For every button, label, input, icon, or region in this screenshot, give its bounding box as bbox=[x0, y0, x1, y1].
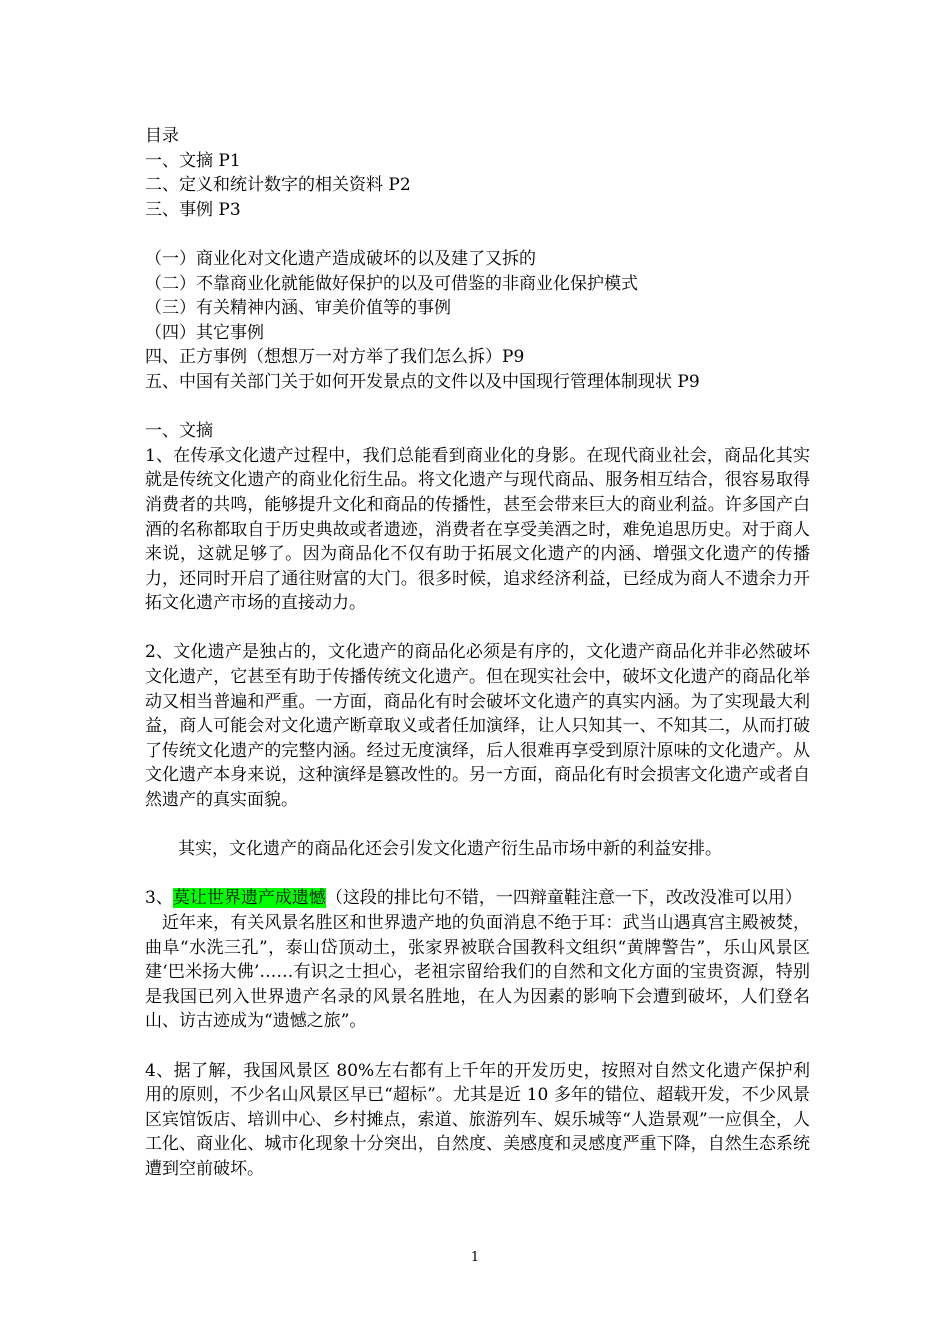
toc-subitem: （三）有关精神内涵、审美价值等的事例 bbox=[145, 298, 451, 319]
excerpt-paragraph-2-note: 其实，文化遗产的商品化还会引发文化遗产衍生品市场中新的利益安排。 bbox=[178, 839, 722, 860]
toc-subitem: （二）不靠商业化就能做好保护的以及可借鉴的非商业化保护模式 bbox=[145, 273, 638, 294]
blank-line bbox=[145, 862, 810, 887]
toc-subitem: （四）其它事例 bbox=[145, 322, 264, 343]
blank-line bbox=[145, 813, 810, 838]
toc-subitem: （一）商业化对文化遗产造成破坏的以及建了又拆的 bbox=[145, 248, 536, 269]
blank-line bbox=[145, 222, 810, 247]
toc-item: 二、定义和统计数字的相关资料 P2 bbox=[145, 175, 411, 196]
blank-line bbox=[145, 1034, 810, 1059]
page-number: 1 bbox=[470, 1250, 480, 1265]
toc-item: 三、事例 P3 bbox=[145, 199, 241, 220]
toc-title: 目录 bbox=[145, 126, 179, 146]
section-heading: 一、文摘 bbox=[145, 421, 213, 442]
excerpt-paragraph-3: 近年来，有关风景名胜区和世界遗产地的负面消息不绝于耳：武当山遇真宫主殿被焚，曲阜“水洗三孔”，泰山岱顶动土，张家界被联合国教科文组织“黄牌警告”，乐山风景区建‘巴米扬大佛’……有识之士担心，老祖宗留给我们的自然和文化方面的宝贵资源，特别是我国已列入世界遗产名录的风景名胜地，在人为因素的影响下会遭到破坏，人们登名山、访古迹成为“遗憾之旅”。 bbox=[145, 913, 810, 1032]
toc-item: 一、文摘 P1 bbox=[145, 150, 241, 171]
blank-line bbox=[145, 395, 810, 420]
excerpt-paragraph-1: 1、在传承文化遗产过程中，我们总能看到商业化的身影。在现代商业社会，商品化其实就是传统文化遗产的商业化衍生品。将文化遗产与现代商品、服务相互结合，很容易取得消费者的共鸣，能够提升文化和商品的传播性，甚至会带来巨大的商业利益。许多国产白酒的名称都取自于历史典故或者遗迹，消费者在享受美酒之时，难免追思历史。对于商人来说，这就足够了。因为商品化不仅有助于拓展文化遗产的内涵、增强文化遗产的传播力，还同时开启了通往财富的大门。很多时候，追求经济利益，已经成为商人不遗余力开拓文化遗产市场的直接动力。 bbox=[145, 445, 810, 614]
blank-line bbox=[145, 616, 810, 641]
excerpt-paragraph-2: 2、文化遗产是独占的，文化遗产的商品化必须是有序的，文化遗产商品化并非必然破坏文化遗产，它甚至有助于传播传统文化遗产。但在现实社会中，破坏文化遗产的商品化举动又相当普遍和严重。一方面，商品化有时会破坏文化遗产的真实内涵。为了实现最大利益，商人可能会对文化遗产断章取义或者任加演绎，让人只知其一、不知其二，从而打破了传统文化遗产的完整内涵。经过无度演绎，后人很难再享受到原汁原味的文化遗产。从文化遗产本身来说，这种演绎是篡改性的。另一方面，商品化有时会损害文化遗产或者自然遗产的真实面貌。 bbox=[145, 642, 810, 811]
toc-item: 四、正方事例（想想万一对方举了我们怎么拆）P9 bbox=[145, 347, 525, 368]
toc-item: 五、中国有关部门关于如何开发景点的文件以及中国现行管理体制现状 P9 bbox=[145, 371, 700, 392]
excerpt-paragraph-4: 4、据了解，我国风景区 80%左右都有上千年的开发历史，按照对自然文化遗产保护利用的原则，不少名山风景区早已“超标”。尤其是近 10 多年的错位、超载开发，不少风景区宾馆饭店、培训中心、乡村摊点，索道、旅游列车、娱乐城等“人造景观”一应俱全，人工化、商业化、城市化现象十分突出，自然度、美感度和灵感度严重下降，自然生态系统遭到空前破坏。 bbox=[145, 1060, 810, 1179]
excerpt-paragraph-3-heading bbox=[145, 886, 810, 911]
document-body bbox=[145, 124, 810, 1182]
highlighted-title: 莫让世界遗产成遗憾 bbox=[172, 888, 326, 909]
paragraph-number: 3、 bbox=[145, 888, 173, 909]
editor-note: （这段的排比句不错，一四辩童鞋注意一下，改改没准可以用） bbox=[325, 888, 802, 909]
